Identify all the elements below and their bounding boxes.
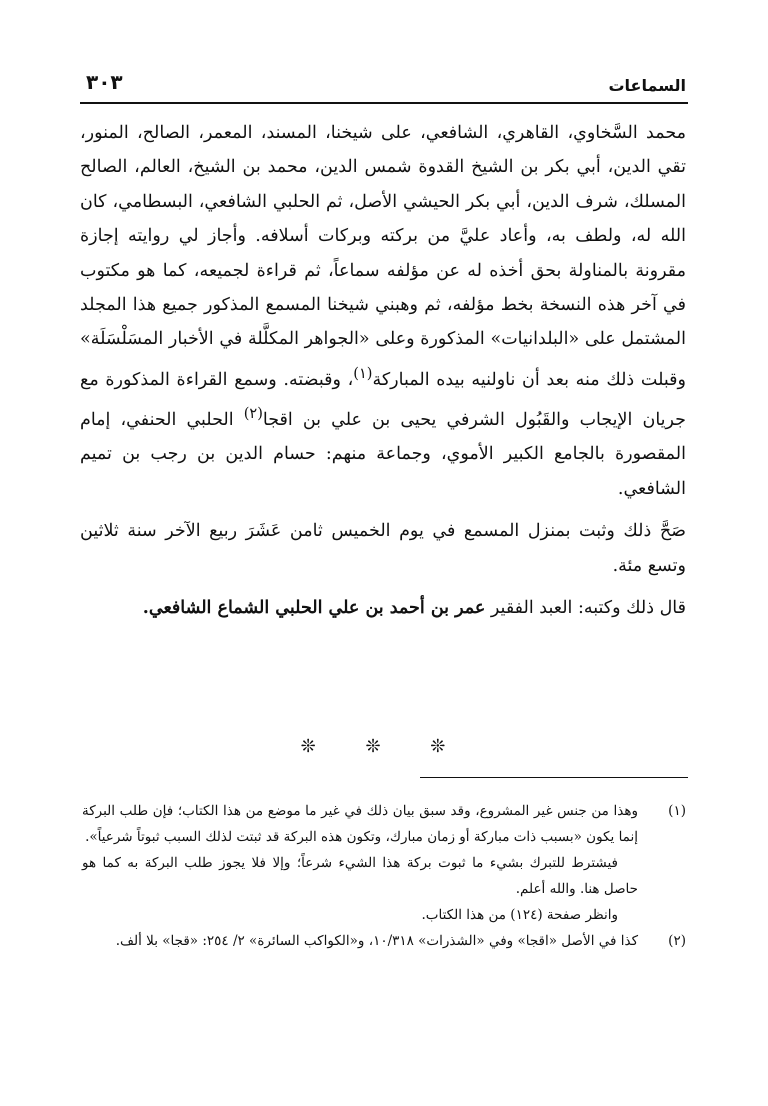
attestation-paragraph: صَحَّ ذلك وثبت بمنزل المسمع في يوم الخميس ثامن عَشَرَ ربيع الآخر سنة ثلاثين وتسع مئة. [80, 521, 686, 576]
footnote-number: (١) [668, 803, 686, 819]
paragraph-text: ، وقبضته. وسمع القراءة المذكورة مع جريان الإيجاب والقَبُول الشرفي يحيى بن علي بن اقجا [80, 369, 686, 430]
signature-lead: قال ذلك وكتبه: العبد الفقير [485, 597, 686, 618]
paragraph-text: الحلبي الحنفي، إمام المقصورة بالجامع الكبير الأموي، وجماعة منهم: حسام الدين بن رجب بن تميم الشافعي. [80, 409, 686, 499]
running-header-title: السماعات [608, 76, 686, 95]
main-text [80, 116, 686, 625]
footnote [82, 798, 686, 928]
header-divider [80, 102, 688, 104]
signature-name: عمر بن أحمد بن علي الحلبي الشماع الشافعي. [142, 597, 486, 618]
main-paragraph [80, 116, 686, 506]
footnotes [82, 798, 686, 954]
paragraph-text: محمد السَّخاوي، القاهري، الشافعي، على شيخنا، المسند، المعمر، الصالح، المنور، تقي الدين، أبي بكر بن الشيخ القدوة شمس الدين، محمد بن الشيخ، العالم، الصالح المسلك، شرف الدين، أبي بكر الحيشي الأصل، ثم الحلبي الشافعي، البسطامي، كان الله له، ولطف به، وأعاد عليَّ من بركته وبركات أسلافه. وأجاز لي روايته إجازة مقرونة بالمناولة بحق أخذه له عن مؤلفه سماعاً، ثم قراءة لجميعه، كما هو مكتوب في آخر هذه النسخة بخط مؤلفه، ثم وهبني شيخنا المسمع المذكور جميع هذا المجلد المشتمل على «البلدانيات» المذكورة وعلى «الجواهر المكلَّلة في الأخبار المسَلْسَلَة» وقبلت ذلك منه بعد أن ناولنيه بيده المباركة [80, 123, 686, 390]
page-number: ٣٠٣ [86, 70, 123, 94]
section-separator: ❊ ❊ ❊ [300, 736, 468, 757]
footnote-text: فيشترط للتبرك بشيء ما ثبوت بركة هذا الشيء شرعاً؛ وإلا فلا يجوز طلب البركة به كما هو حاصل هنا. والله أعلم. [82, 855, 638, 897]
footnote-text: كذا في الأصل «اقجا» وفي «الشذرات» ١٠/٣١٨، و«الكواكب السائرة» ٢/ ٢٥٤: «قجا» بلا ألف. [115, 933, 638, 949]
footnote [82, 928, 686, 954]
footnote-divider [420, 777, 688, 778]
footnote-ref: (١) [353, 364, 373, 382]
signature-paragraph [80, 591, 686, 625]
footnote-text: وانظر صفحة (١٢٤) من هذا الكتاب. [421, 907, 618, 923]
footnote-number: (٢) [668, 933, 686, 949]
footnote-text: وهذا من جنس غير المشروع، وقد سبق بيان ذلك في غير ما موضع من هذا الكتاب؛ فإن طلب البركة إنما يكون «بسبب ذات مباركة أو زمان مبارك، وتكون هذه البركة قد ثبتت لذلك السبب ثبوتاً شرعياً». [82, 803, 638, 845]
footnote-ref: (٢) [243, 405, 263, 423]
